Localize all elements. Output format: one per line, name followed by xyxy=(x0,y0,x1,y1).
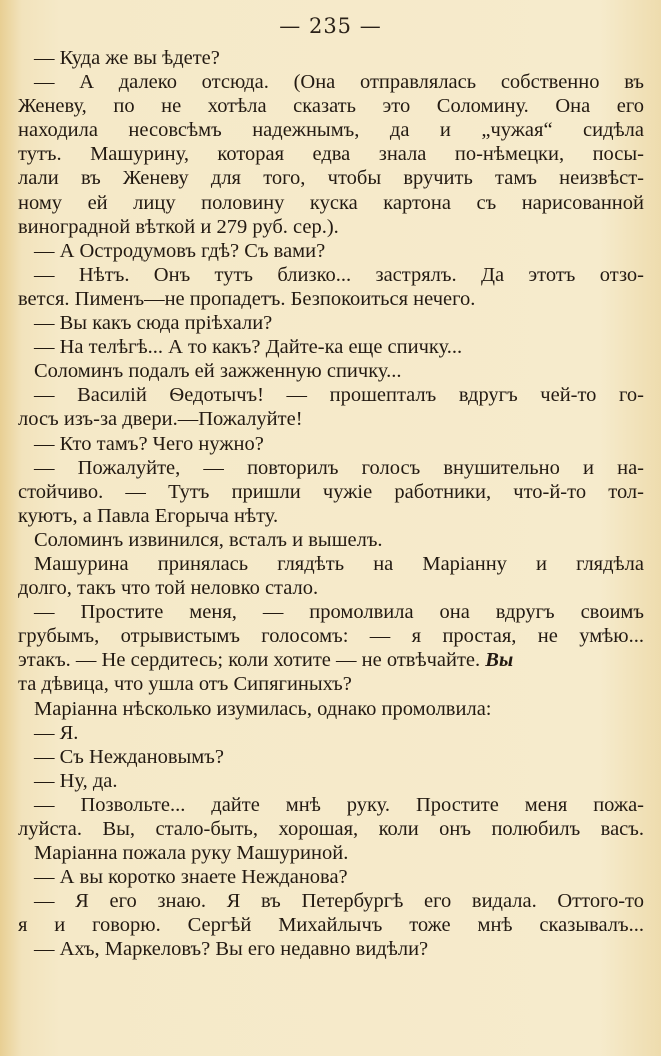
text-line: куютъ, а Павла Егорыча нѣту. xyxy=(18,504,279,527)
text-line: Соломинъ подалъ ей зажженную спичку... xyxy=(34,360,402,383)
text-line: та дѣвица, что ушла отъ Сипягиныхъ? xyxy=(18,673,352,696)
text-line: — Я. xyxy=(34,721,79,744)
text-line: грубымъ, отрывистымъ голосомъ: — я простая, не умѣю... xyxy=(18,625,644,648)
text-line: долго, такъ что той неловко стало. xyxy=(18,577,319,600)
text-line xyxy=(18,648,644,672)
text-line: ному ей лицу половину куска картона съ нарисованной xyxy=(18,191,644,214)
text-line: вется. Пименъ—не пропадетъ. Безпокоиться нечего. xyxy=(18,287,476,310)
text-line: тутъ. Машурину, которая едва знала по-нѣмецки, посы- xyxy=(18,143,644,166)
text-line: — Кто тамъ? Чего нужно? xyxy=(34,432,264,455)
page-number: — 235 — xyxy=(279,14,382,38)
text-line: — Пожалуйте, — повторилъ голосъ внушительно и на- xyxy=(34,456,644,479)
text-line: — А вы коротко знаете Нежданова? xyxy=(34,866,348,889)
text-line: — Ну, да. xyxy=(34,769,118,792)
text-line: лали въ Женеву для того, чтобы вручить тамъ неизвѣст- xyxy=(18,167,644,190)
text-line: — На телѣгѣ... А то какъ? Дайте-ка еще спичку... xyxy=(34,336,463,359)
text-line: я и говорю. Сергѣй Михайлычъ тоже мнѣ сказывалъ... xyxy=(18,914,644,937)
page-text xyxy=(18,46,644,962)
text-line: — А далеко отсюда. (Она отправлялась собственно въ xyxy=(34,71,644,94)
text-line: — Позвольте... дайте мнѣ руку. Простите меня пожа- xyxy=(34,793,644,816)
text-line: — А Остродумовъ гдѣ? Съ вами? xyxy=(34,239,326,262)
text-line: — Василій Ѳедотычъ! — прошепталъ вдругъ чей-то го- xyxy=(34,384,644,407)
text-line: находила несовсѣмъ надежнымъ, да и „чужая“ сидѣла xyxy=(18,119,644,142)
italic-word: Вы xyxy=(485,649,514,672)
text-line: — Съ Неждановымъ? xyxy=(34,745,224,768)
text-line: — Ахъ, Маркеловъ? Вы его недавно видѣли? xyxy=(34,938,429,961)
text-line: луйста. Вы, стало-быть, хорошая, коли онъ полюбилъ васъ. xyxy=(18,818,644,840)
text-line-start: этакъ. — Не сердитесь; коли хотите — не отвѣчайте. xyxy=(18,649,486,672)
text-line: — Вы какъ сюда пріѣхали? xyxy=(34,312,273,335)
text-line: лосъ изъ-за двери.—Пожалуйте! xyxy=(18,408,303,431)
text-line: — Я его знаю. Я въ Петербургѣ его видала. Оттого-то xyxy=(34,890,644,913)
text-line: Женеву, по не хотѣла сказать это Соломину. Она его xyxy=(18,95,644,118)
text-line: стойчиво. — Тутъ пришли чужіе работники, что-й-то тол- xyxy=(18,480,644,503)
text-line: — Нѣтъ. Онъ тутъ близко... застрялъ. Да этотъ отзо- xyxy=(34,263,644,286)
text-line: Маріанна пожала руку Машуриной. xyxy=(34,842,349,865)
text-line: виноградной вѣткой и 279 руб. сер.). xyxy=(18,215,339,238)
text-line: Машурина принялась глядѣть на Маріанну и глядѣла xyxy=(34,552,644,575)
text-line: Соломинъ извинился, всталъ и вышелъ. xyxy=(34,528,383,551)
text-line: Маріанна нѣсколько изумилась, однако промолвила: xyxy=(34,697,492,720)
text-line: — Простите меня, — промолвила она вдругъ своимъ xyxy=(34,601,644,624)
text-line: — Куда же вы ѣдете? xyxy=(34,47,220,69)
